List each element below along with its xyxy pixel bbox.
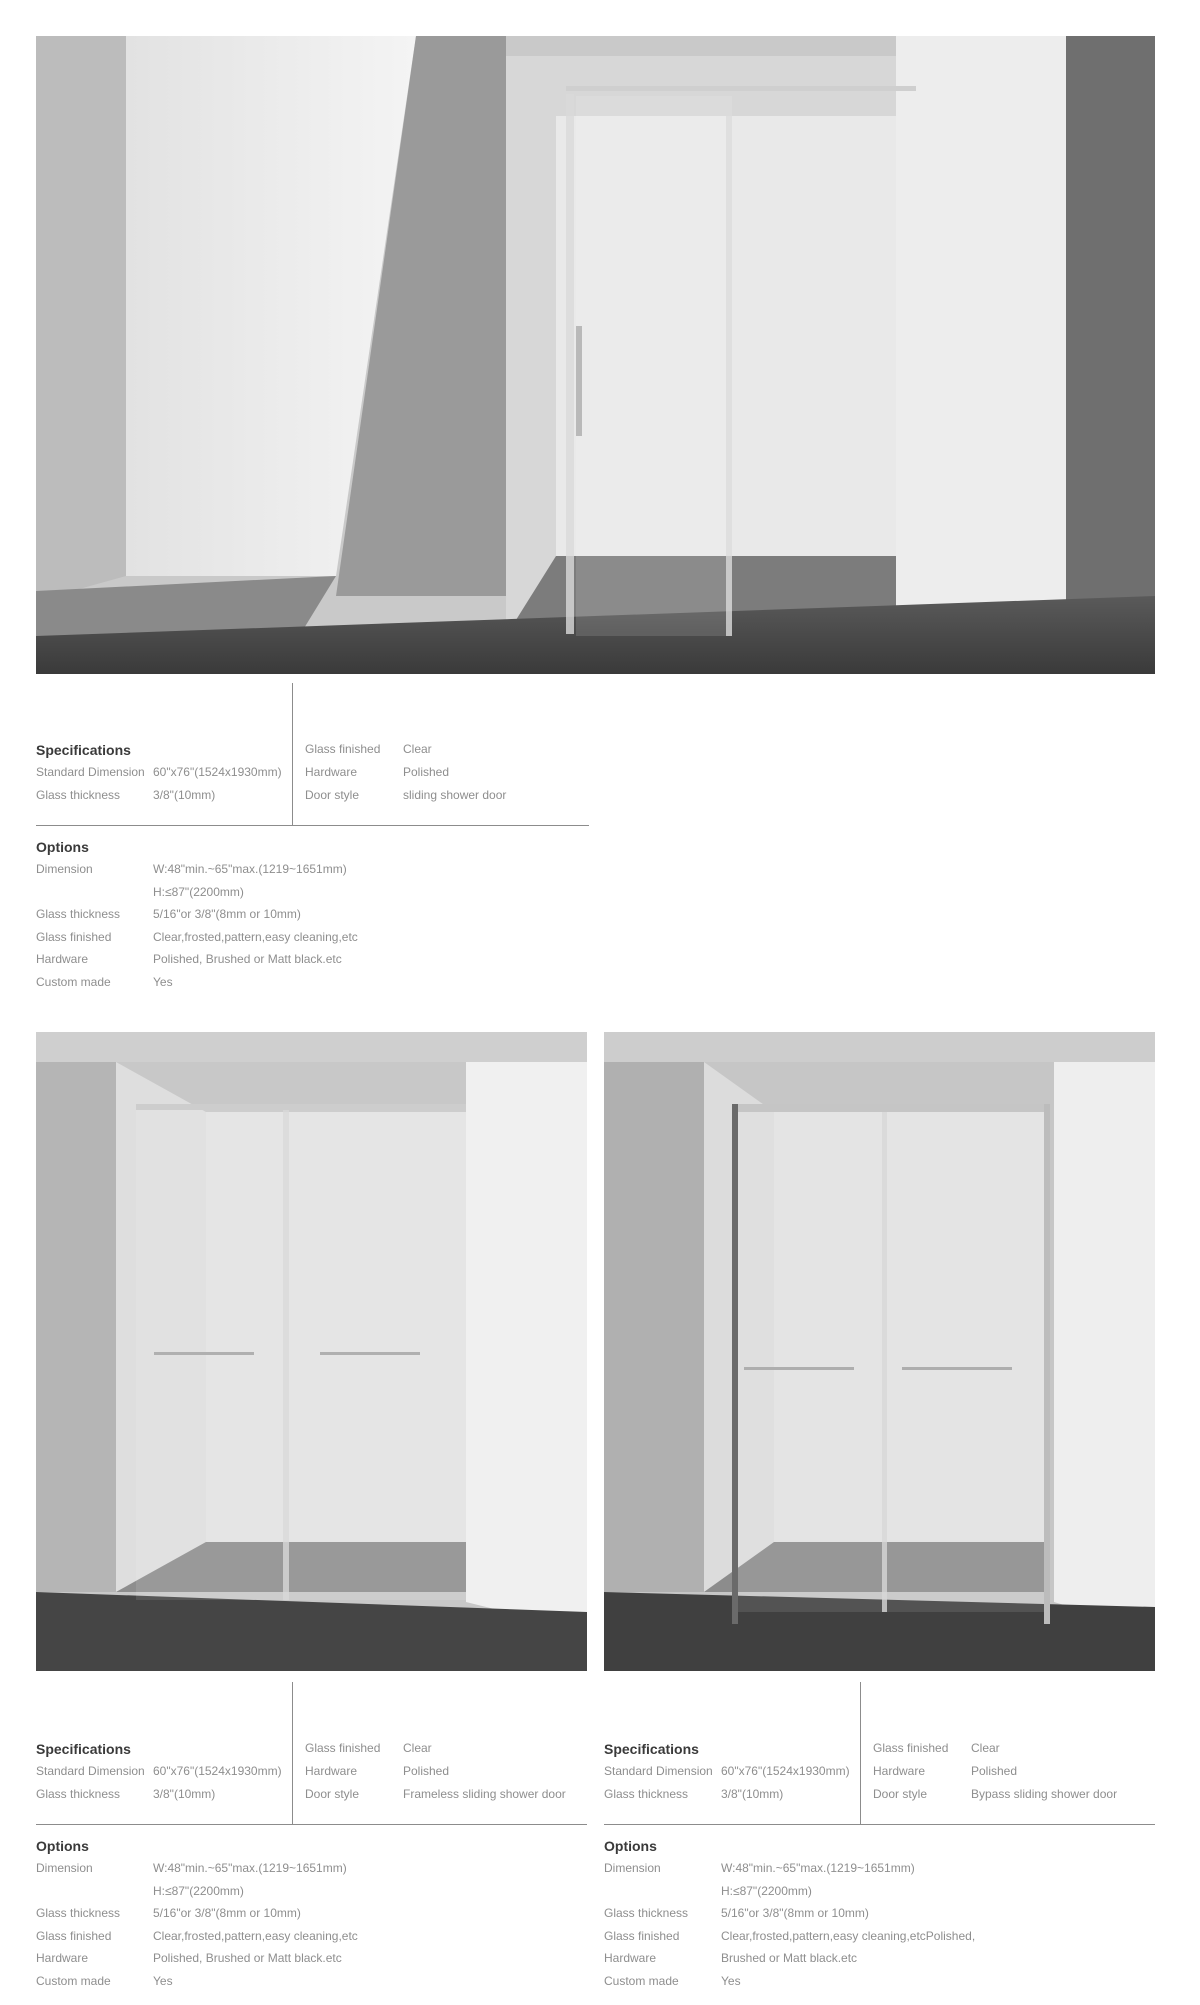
- option-label: Glass thickness: [36, 907, 121, 921]
- specifications-heading: Specifications: [36, 742, 131, 758]
- spec-label: Door style: [873, 1787, 928, 1801]
- option-value: Clear,frosted,pattern,easy cleaning,etc: [153, 930, 358, 944]
- spec-value: sliding shower door: [403, 788, 507, 802]
- spec-label: Hardware: [305, 1764, 358, 1778]
- spec-value: Bypass sliding shower door: [971, 1787, 1118, 1801]
- spec-label: Door style: [305, 788, 360, 802]
- options-heading: Options: [604, 1838, 657, 1854]
- spec-value: 3/8"(10mm): [153, 788, 216, 802]
- option-label: Custom made: [604, 1974, 679, 1988]
- divider: [292, 683, 293, 825]
- spec-value: Clear: [403, 742, 432, 756]
- spec-label: Glass thickness: [36, 1787, 121, 1801]
- option-value: Yes: [153, 975, 173, 989]
- option-value: Polished, Brushed or Matt black.etc: [153, 1951, 342, 1965]
- divider: [292, 1682, 293, 1824]
- divider: [36, 1824, 587, 1825]
- option-value: Polished, Brushed or Matt black.etc: [153, 952, 342, 966]
- option-label: Custom made: [36, 975, 111, 989]
- spec-label: Glass thickness: [604, 1787, 689, 1801]
- option-label: Hardware: [36, 952, 89, 966]
- option-value: 5/16"or 3/8"(8mm or 10mm): [153, 907, 301, 921]
- option-value: H:≤87"(2200mm): [153, 1884, 244, 1898]
- options-heading: Options: [36, 1838, 89, 1854]
- option-label: Glass finished: [604, 1929, 680, 1943]
- option-label: Dimension: [36, 862, 93, 876]
- spec-value: Polished: [971, 1764, 1018, 1778]
- option-label: Dimension: [36, 1861, 93, 1875]
- option-value: W:48"min.~65"max.(1219~1651mm): [153, 862, 347, 876]
- spec-label: Glass finished: [873, 1741, 949, 1755]
- spec-label: Hardware: [305, 765, 358, 779]
- option-label: Glass thickness: [36, 1906, 121, 1920]
- divider: [860, 1682, 861, 1824]
- option-value: 5/16"or 3/8"(8mm or 10mm): [721, 1906, 869, 1920]
- specifications-heading: Specifications: [36, 1741, 131, 1757]
- spec-value: Clear: [971, 1741, 1000, 1755]
- bypass-sliding-shower-door-photo: [604, 1032, 1155, 1671]
- option-value: W:48"min.~65"max.(1219~1651mm): [721, 1861, 915, 1875]
- sliding-shower-door-photo: [36, 36, 1155, 674]
- spec-label: Standard Dimension: [36, 1764, 145, 1778]
- frameless-sliding-shower-door-photo: [36, 1032, 587, 1671]
- spec-value: 60"x76"(1524x1930mm): [153, 1764, 282, 1778]
- spec-label: Door style: [305, 1787, 360, 1801]
- option-value: H:≤87"(2200mm): [153, 885, 244, 899]
- option-label: Custom made: [36, 1974, 111, 1988]
- option-label: Dimension: [604, 1861, 661, 1875]
- options-heading: Options: [36, 839, 89, 855]
- spec-label: Hardware: [873, 1764, 926, 1778]
- spec-value: Frameless sliding shower door: [403, 1787, 566, 1801]
- option-value: Yes: [721, 1974, 741, 1988]
- spec-value: 60"x76"(1524x1930mm): [153, 765, 282, 779]
- spec-label: Glass thickness: [36, 788, 121, 802]
- specifications-heading: Specifications: [604, 1741, 699, 1757]
- option-label: Glass thickness: [604, 1906, 689, 1920]
- spec-value: Polished: [403, 1764, 450, 1778]
- spec-value: Polished: [403, 765, 450, 779]
- spec-label: Glass finished: [305, 1741, 381, 1755]
- option-value: Brushed or Matt black.etc: [721, 1951, 858, 1965]
- spec-label: Standard Dimension: [604, 1764, 713, 1778]
- spec-value: 3/8"(10mm): [721, 1787, 784, 1801]
- divider: [604, 1824, 1155, 1825]
- option-value: 5/16"or 3/8"(8mm or 10mm): [153, 1906, 301, 1920]
- option-label: Glass finished: [36, 1929, 112, 1943]
- divider: [36, 825, 589, 826]
- option-value: Clear,frosted,pattern,easy cleaning,etcPolished,: [721, 1929, 976, 1943]
- option-value: H:≤87"(2200mm): [721, 1884, 812, 1898]
- option-label: Hardware: [36, 1951, 89, 1965]
- option-label: Hardware: [604, 1951, 657, 1965]
- spec-value: 3/8"(10mm): [153, 1787, 216, 1801]
- option-value: Yes: [153, 1974, 173, 1988]
- spec-value: 60"x76"(1524x1930mm): [721, 1764, 850, 1778]
- option-value: Clear,frosted,pattern,easy cleaning,etc: [153, 1929, 358, 1943]
- option-label: Glass finished: [36, 930, 112, 944]
- spec-label: Standard Dimension: [36, 765, 145, 779]
- spec-label: Glass finished: [305, 742, 381, 756]
- spec-value: Clear: [403, 1741, 432, 1755]
- option-value: W:48"min.~65"max.(1219~1651mm): [153, 1861, 347, 1875]
